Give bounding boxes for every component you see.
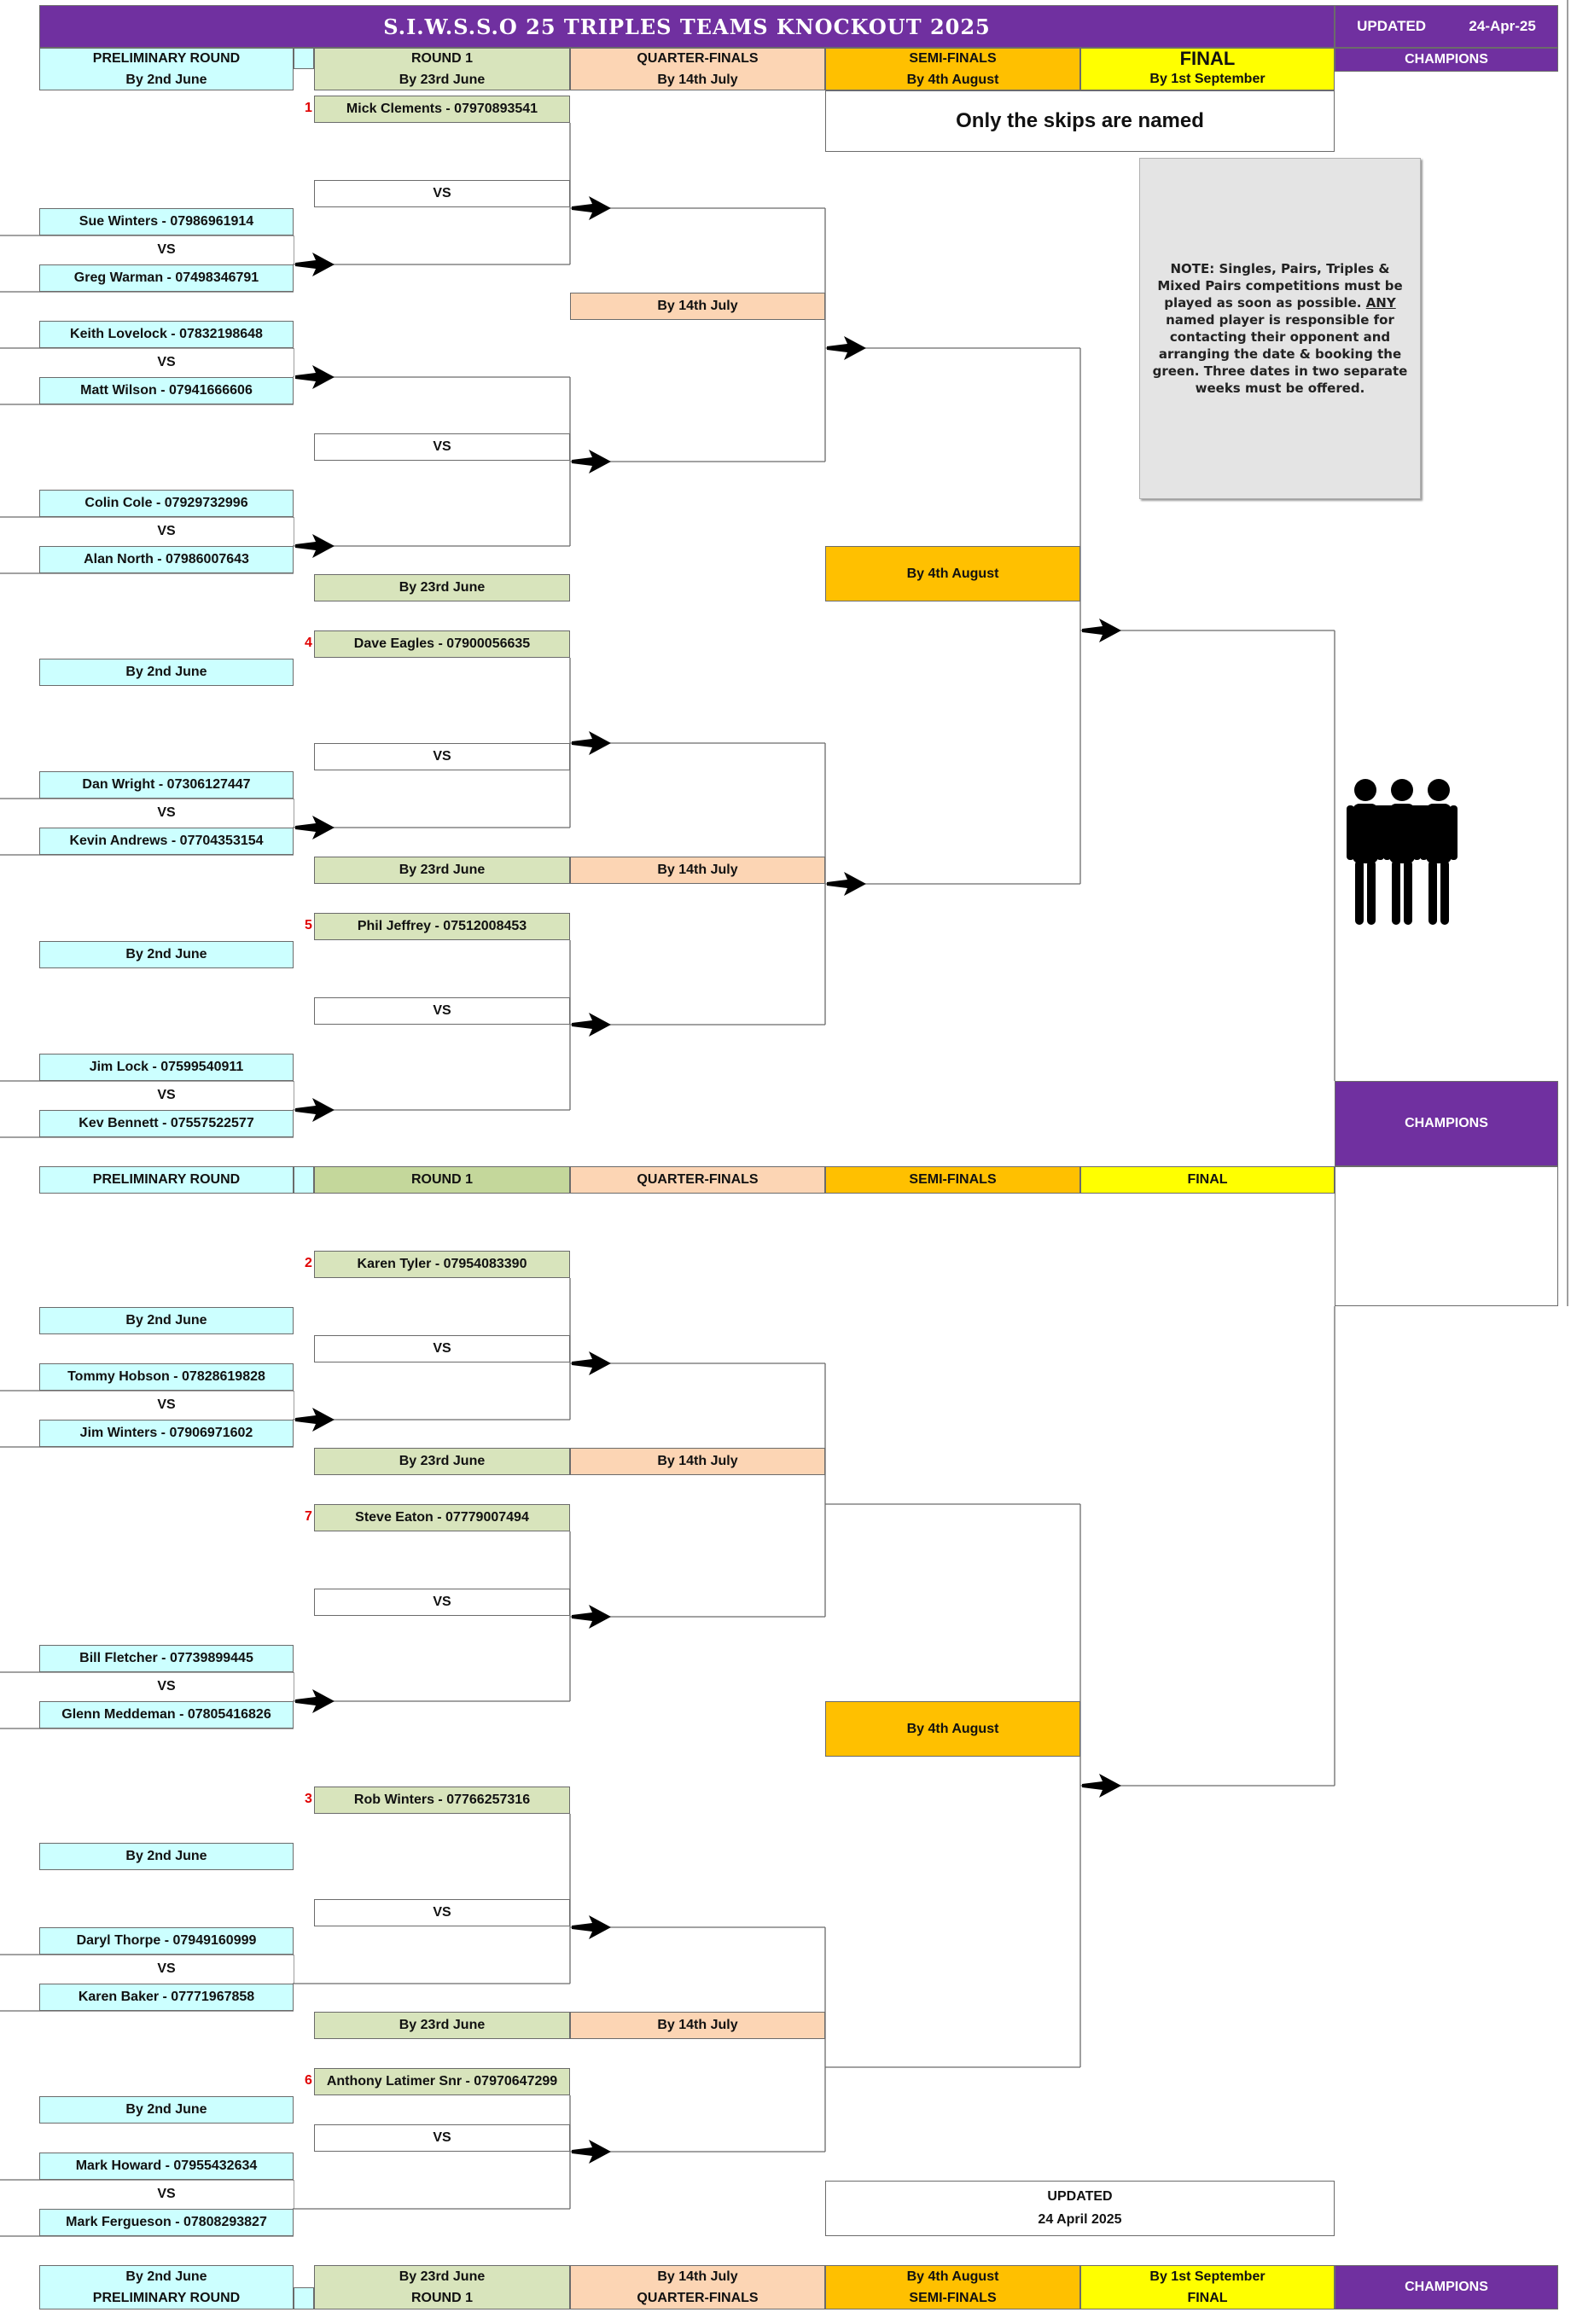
arrow-icon	[295, 534, 335, 558]
footer-spacer	[294, 2287, 314, 2309]
prelim-team: Greg Warman - 07498346791	[39, 264, 294, 292]
page-title: S.I.W.S.S.O 25 TRIPLES TEAMS KNOCKOUT 2025	[39, 5, 1335, 48]
prelim-team: Karen Baker - 07771967858	[39, 1984, 294, 2011]
prelim-date-box: By 2nd June	[39, 2096, 294, 2124]
arrow-icon	[572, 450, 611, 474]
prelim-date: By 2nd June	[125, 73, 207, 87]
round1-skip: Mick Clements - 07970893541	[314, 96, 570, 123]
round1-vs: VS	[314, 997, 570, 1025]
prelim-vs: VS	[39, 1955, 294, 1983]
prelim-team: Tommy Hobson - 07828619828	[39, 1363, 294, 1391]
prelim-vs: VS	[39, 1082, 294, 1109]
arrow-icon	[295, 1098, 335, 1122]
round1-skip: Rob Winters - 07766257316	[314, 1787, 570, 1814]
prelim-vs: VS	[39, 236, 294, 264]
r1-label: ROUND 1	[410, 51, 473, 66]
round1-vs: VS	[314, 180, 570, 207]
arrow-icon	[295, 1689, 335, 1713]
champions-box: CHAMPIONS	[1335, 1081, 1558, 1166]
round1-vs: VS	[314, 433, 570, 461]
quarterfinal-date: By 14th July	[570, 1448, 825, 1475]
champions-name-box	[1335, 1166, 1558, 1306]
footer-qf-label: QUARTER-FINALS	[637, 2291, 759, 2305]
round1-vs: VS	[314, 1335, 570, 1362]
prelim-vs: VS	[39, 349, 294, 376]
prelim-date-box: By 2nd June	[39, 941, 294, 968]
prelim-date-box: By 2nd June	[39, 1307, 294, 1334]
seed-number: 3	[305, 1792, 312, 1806]
round1-date: By 23rd June	[314, 857, 570, 884]
footer-r1	[314, 2265, 570, 2309]
arrow-icon	[572, 2140, 611, 2164]
prelim-team: Matt Wilson - 07941666606	[39, 377, 294, 404]
mid-header-qf: QUARTER-FINALS	[570, 1166, 825, 1194]
prelim-vs: VS	[39, 2181, 294, 2208]
col-header-champions: CHAMPIONS	[1335, 48, 1558, 72]
arrow-icon	[295, 365, 335, 389]
footer-sf	[825, 2265, 1080, 2309]
prelim-team: Kev Bennett - 07557522577	[39, 1110, 294, 1137]
arrow-icon	[572, 1013, 611, 1037]
prelim-team: Alan North - 07986007643	[39, 546, 294, 573]
semifinal-date: By 4th August	[825, 546, 1080, 601]
seed-number: 6	[305, 2073, 312, 2088]
prelim-team: Colin Cole - 07929732996	[39, 490, 294, 517]
footer-qf-date: By 14th July	[657, 2269, 738, 2284]
prelim-date-box: By 2nd June	[39, 1843, 294, 1870]
prelim-team: Dan Wright - 07306127447	[39, 771, 294, 799]
arrow-icon	[295, 816, 335, 840]
seed-number: 4	[305, 636, 312, 650]
updated-box-date: 24 April 2025	[1038, 2212, 1122, 2227]
prelim-team: Daryl Thorpe - 07949160999	[39, 1927, 294, 1955]
arrow-icon	[572, 1915, 611, 1939]
footer-sf-date: By 4th August	[906, 2269, 999, 2284]
round1-date: By 23rd June	[314, 1448, 570, 1475]
r1-date: By 23rd June	[399, 73, 486, 87]
round1-date: By 23rd June	[314, 2012, 570, 2039]
arrow-icon	[827, 336, 866, 360]
qf-label: QUARTER-FINALS	[637, 51, 759, 66]
prelim-team: Kevin Andrews - 07704353154	[39, 828, 294, 855]
footer-r1-label: ROUND 1	[410, 2291, 473, 2305]
arrow-icon	[572, 1605, 611, 1629]
quarterfinal-date: By 14th July	[570, 293, 825, 320]
prelim-team: Mark Howard - 07955432634	[39, 2153, 294, 2180]
qf-date: By 14th July	[657, 73, 738, 87]
round1-skip: Anthony Latimer Snr - 07970647299	[314, 2068, 570, 2095]
arrow-icon	[295, 1408, 335, 1432]
prelim-label: PRELIMINARY ROUND	[92, 51, 241, 66]
footer-r1-date: By 23rd June	[399, 2269, 486, 2284]
arrow-icon	[572, 731, 611, 755]
round1-vs: VS	[314, 2124, 570, 2152]
prelim-team: Keith Lovelock - 07832198648	[39, 321, 294, 348]
skips-note: Only the skips are named	[825, 90, 1335, 152]
footer-sf-label: SEMI-FINALS	[909, 2291, 997, 2305]
round1-vs: VS	[314, 1589, 570, 1616]
footer-prelim	[39, 2265, 294, 2309]
footer-qf	[570, 2265, 825, 2309]
prelim-team: Jim Winters - 07906971602	[39, 1420, 294, 1447]
round1-vs: VS	[314, 743, 570, 770]
mid-header-sf: SEMI-FINALS	[825, 1166, 1080, 1194]
prelim-team: Mark Fergueson - 07808293827	[39, 2209, 294, 2236]
mid-header-r1: ROUND 1	[314, 1166, 570, 1194]
footer-final-date: By 1st September	[1149, 2269, 1266, 2284]
semifinal-date: By 4th August	[825, 1701, 1080, 1757]
sf-label: SEMI-FINALS	[909, 51, 997, 66]
quarterfinal-date: By 14th July	[570, 857, 825, 884]
updated-box-label: UPDATED	[1047, 2189, 1113, 2204]
round1-skip: Dave Eagles - 07900056635	[314, 630, 570, 658]
seed-number: 1	[305, 101, 312, 115]
final-date: By 1st September	[1149, 72, 1266, 86]
round1-vs: VS	[314, 1899, 570, 1926]
mid-header-spacer	[294, 1166, 314, 1194]
updated-date: 24-Apr-25	[1469, 18, 1536, 34]
prelim-date-box: By 2nd June	[39, 659, 294, 686]
footer-prelim-date: By 2nd June	[125, 2269, 207, 2284]
prelim-team: Jim Lock - 07599540911	[39, 1054, 294, 1081]
arrow-icon	[827, 872, 866, 896]
prelim-vs: VS	[39, 518, 294, 545]
sf-date: By 4th August	[906, 73, 999, 87]
arrow-icon	[1082, 1774, 1121, 1798]
prelim-team: Bill Fletcher - 07739899445	[39, 1645, 294, 1672]
footer-prelim-label: PRELIMINARY ROUND	[92, 2291, 241, 2305]
arrow-icon	[1082, 619, 1121, 642]
round1-date: By 23rd June	[314, 574, 570, 601]
prelim-team: Glenn Meddeman - 07805416826	[39, 1701, 294, 1728]
prelim-vs: VS	[39, 1391, 294, 1419]
mid-header-final: FINAL	[1080, 1166, 1335, 1194]
round1-skip: Karen Tyler - 07954083390	[314, 1251, 570, 1278]
prelim-vs: VS	[39, 1673, 294, 1700]
round1-skip: Phil Jeffrey - 07512008453	[314, 913, 570, 940]
footer-final-label: FINAL	[1187, 2291, 1228, 2305]
rules-note-text: NOTE: Singles, Pairs, Triples & Mixed Pairs competitions must be played as soon as possible. ANY named player is responsible for contacting their opponent and arranging the date & booking the green. Three dates in two separate weeks must be offered.	[1152, 261, 1408, 396]
prelim-team: Sue Winters - 07986961914	[39, 208, 294, 235]
arrow-icon	[572, 1351, 611, 1375]
prelim-vs: VS	[39, 799, 294, 827]
final-label: FINAL	[1179, 48, 1236, 69]
seed-number: 7	[305, 1509, 312, 1524]
footer-champions: CHAMPIONS	[1335, 2265, 1558, 2309]
updated-label: UPDATED	[1357, 18, 1427, 34]
updated-box	[825, 2181, 1335, 2236]
seed-number: 2	[305, 1256, 312, 1270]
quarterfinal-date: By 14th July	[570, 2012, 825, 2039]
arrow-icon	[295, 253, 335, 276]
mid-header-prelim: PRELIMINARY ROUND	[39, 1166, 294, 1194]
seed-number: 5	[305, 918, 312, 933]
arrow-icon	[572, 196, 611, 220]
footer-final	[1080, 2265, 1335, 2309]
round1-skip: Steve Eaton - 07779007494	[314, 1504, 570, 1531]
